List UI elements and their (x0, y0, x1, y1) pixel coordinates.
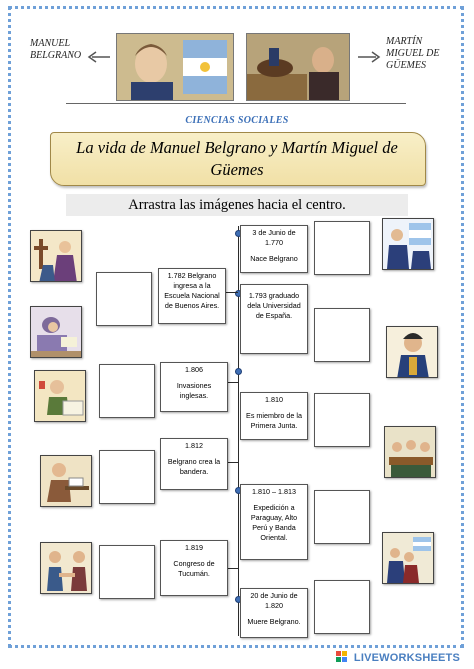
event-text: Belgrano crea la bandera. (167, 457, 221, 476)
event-date: 1.810 – 1.813 (252, 487, 296, 496)
drop-slot[interactable] (314, 221, 370, 275)
instruction-text: Arrastra las imágenes hacia el centro. (128, 197, 346, 213)
event-card-1810-1813 (240, 484, 308, 560)
drop-slot[interactable] (96, 272, 152, 326)
left-arrow-icon (86, 50, 112, 64)
timeline-dot (235, 368, 242, 375)
event-date: 20 de Junio de 1.820 (250, 591, 298, 610)
event-card-1806 (160, 362, 228, 412)
left-name-label: MANUEL BELGRANO (30, 38, 82, 61)
header-divider (66, 103, 406, 104)
handshake-image[interactable] (40, 542, 92, 594)
belgrano-header-image (116, 33, 234, 101)
priest-cross-image[interactable] (30, 230, 82, 282)
event-date: 1.806 (185, 365, 203, 374)
event-text: Invasiones inglesas. (176, 381, 212, 400)
drop-slot[interactable] (99, 545, 155, 599)
footer-brand: LIVEWORKSHEETS (353, 652, 460, 664)
general-portrait-image[interactable] (386, 326, 438, 378)
right-arrow-icon (356, 50, 382, 64)
page-title: La vida de Manuel Belgrano y Martín Miguel de Güemes (76, 138, 398, 179)
event-text: Muere Belgrano. (247, 617, 301, 626)
event-card-1810 (240, 392, 308, 440)
event-card-1782 (158, 268, 226, 324)
timeline-connector (226, 292, 238, 293)
scholar-image[interactable] (34, 370, 86, 422)
event-date: 1.819 (185, 543, 203, 552)
drop-slot[interactable] (314, 393, 370, 447)
event-card-1819 (160, 540, 228, 596)
army-march-image[interactable] (382, 532, 434, 584)
drop-slot[interactable] (314, 308, 370, 362)
event-text: Congreso de Tucumán. (173, 559, 215, 578)
drop-slot[interactable] (99, 364, 155, 418)
event-card-1820 (240, 588, 308, 638)
event-date: 1.782 Belgrano ingresa a la Escuela Nacional de Buenos Aires. (164, 271, 220, 310)
right-name-label: MARTÍN MIGUEL DE GÜEMES (386, 36, 440, 71)
event-card-1812 (160, 438, 228, 490)
guemes-header-image (246, 33, 350, 101)
event-text: Nace Belgrano (250, 254, 298, 263)
assembly-image[interactable] (384, 426, 436, 478)
event-date: 1.810 (265, 395, 283, 404)
event-card-1770 (240, 225, 308, 273)
event-date: 3 de Junio de 1.770 (252, 228, 296, 247)
drop-slot[interactable] (314, 490, 370, 544)
liveworksheets-logo-icon (336, 651, 348, 663)
soldiers-flag-image[interactable] (382, 218, 434, 270)
timeline-axis (238, 226, 239, 636)
event-date: 1.812 (185, 441, 203, 450)
drop-slot[interactable] (314, 580, 370, 634)
event-text: Expedición a Paraguay, Alto Perú y Banda Oriental. (250, 503, 298, 542)
subject-label: CIENCIAS SOCIALES (185, 115, 289, 126)
event-text: Es miembro de la Primera Junta. (246, 411, 302, 430)
drop-slot[interactable] (99, 450, 155, 504)
event-date: 1.793 graduado dela Universidad de España. (247, 291, 301, 320)
reading-monk-image[interactable] (30, 306, 82, 358)
event-card-1793 (240, 284, 308, 354)
writer-image[interactable] (40, 455, 92, 507)
